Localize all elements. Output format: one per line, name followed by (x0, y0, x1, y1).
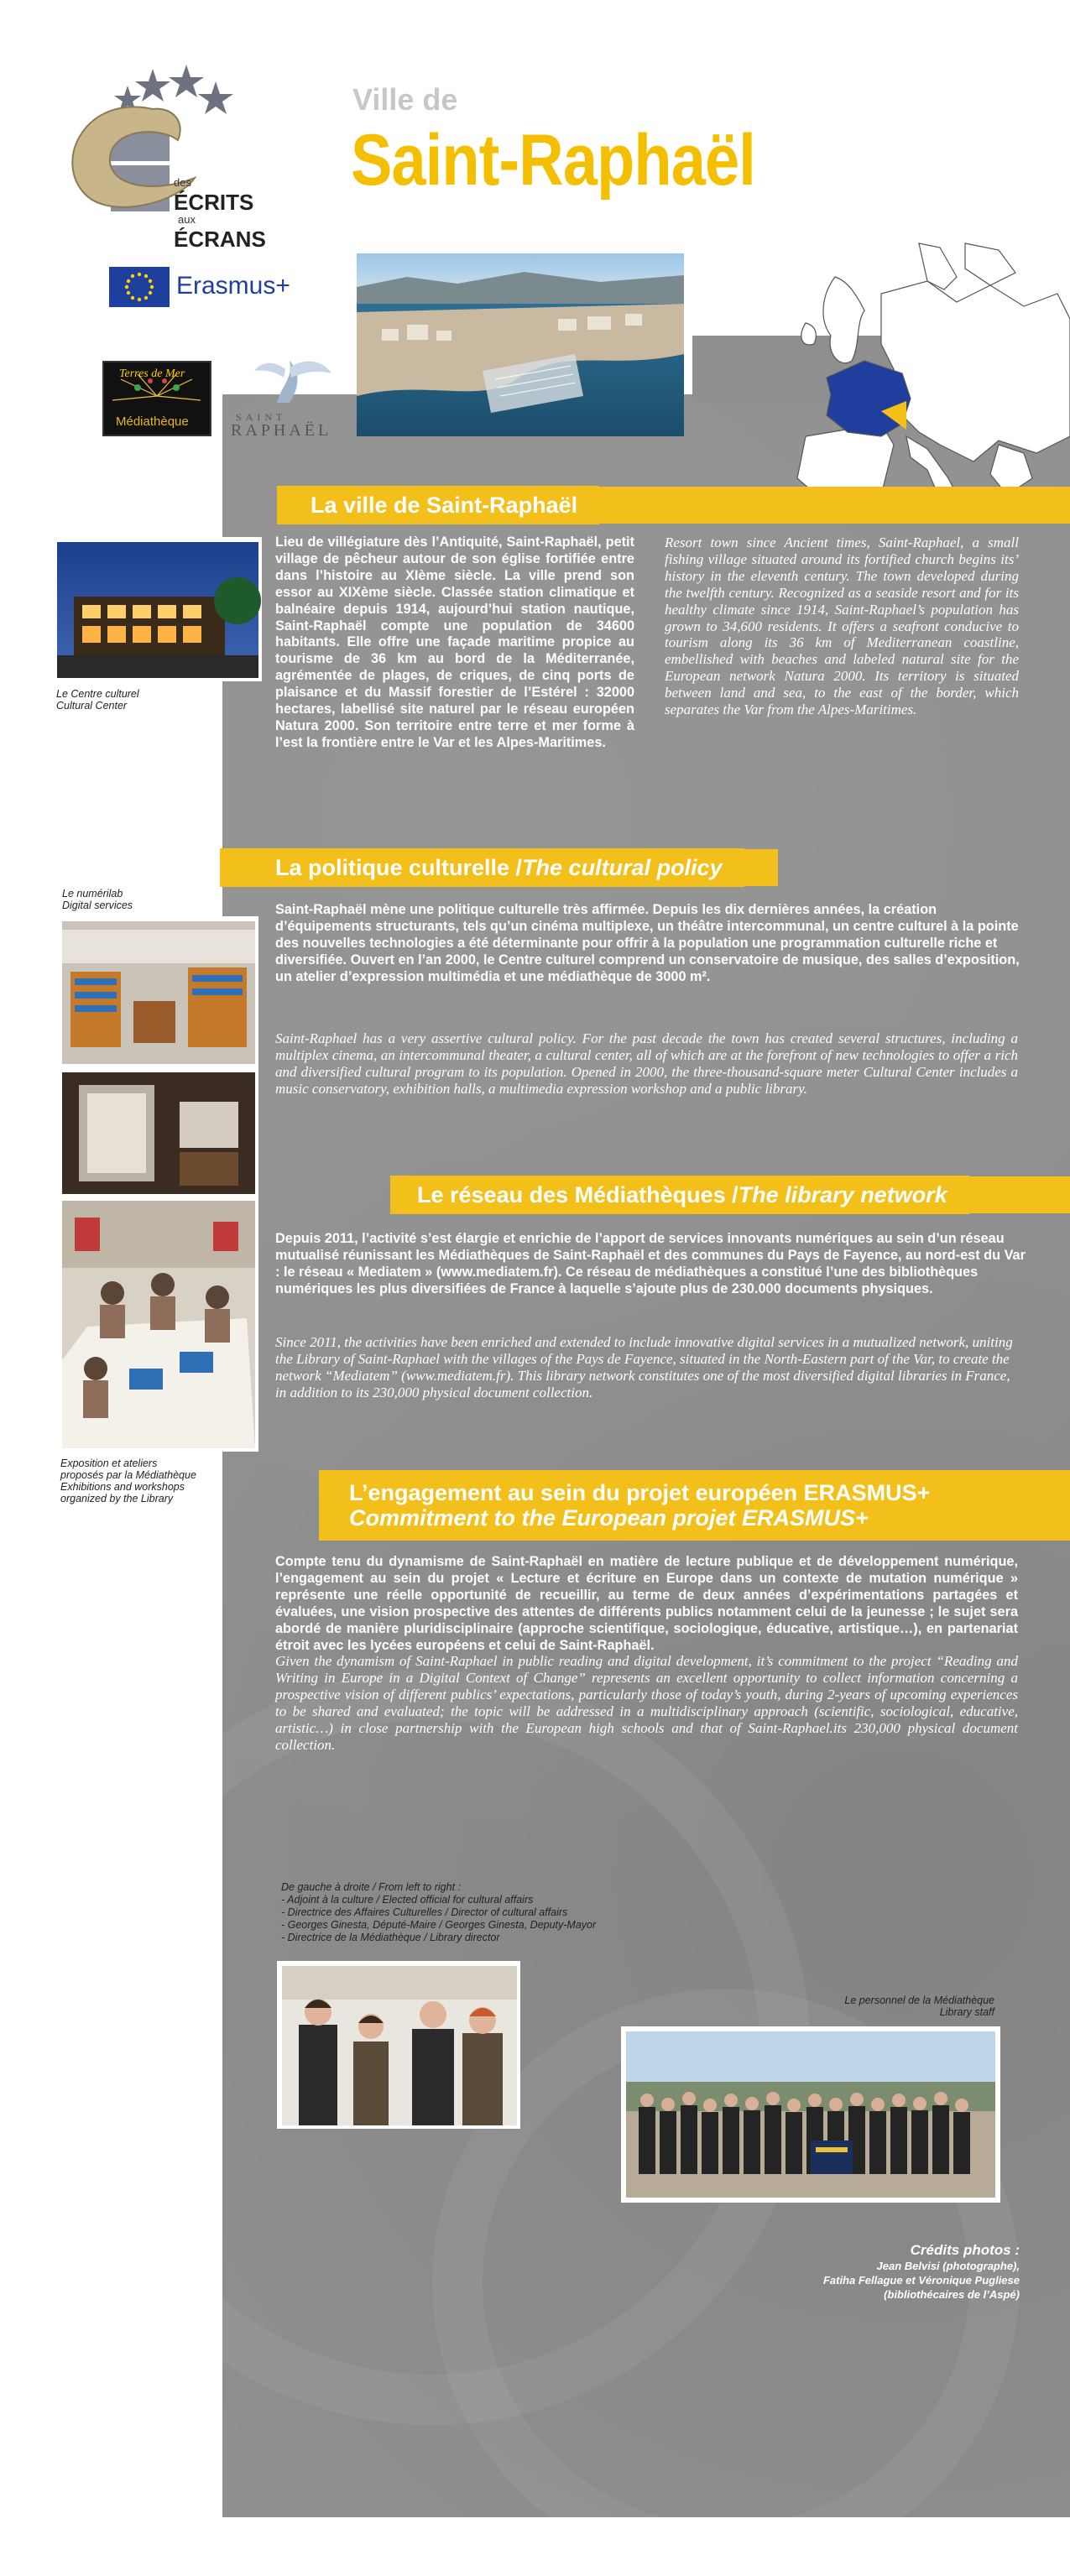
city-title: Saint-Raphaël (351, 120, 755, 201)
photo-credits (823, 2242, 1020, 2302)
section4-text-fr: Compte tenu du dynamisme de Saint-Raphaël en matière de lecture publique et de développement numérique, l’engagement au sein du projet « Lecture et écriture en Europe dans un contexte de mutation numérique » représente une réelle opportunité de recueillir, au terme de deux années d’expérimentations partagées et évaluées, une vision prospective des attentes de différents publics notamment celui de la jeunesse ; le sujet sera abordé de manière pluridisciplinaire (approche scientifique, sociologique, éducative, artistique…), en partenariat étroit avec les lycées européens et celui de Saint-Raphaël. (275, 1554, 1018, 1653)
caption-line: Le numérilab (62, 888, 123, 900)
caption-line: organized by the Library (60, 1493, 174, 1504)
caption-line: Library staff (939, 2006, 994, 2018)
mediatheque-logo (102, 361, 211, 436)
section3-text-fr: Depuis 2011, l’activité s’est élargie et enrichie de l’apport de services innovants numériques au sein d’un réseau mutualisé réunissant les Médiathèques de Saint-Raphaël et des communes du Pays de Fayence, au nord-est du Var : le réseau « Mediatem » (www.mediatem.fr). Ce réseau de médiathèques a constitué l’une des bibliothèques numériques les plus diversifiées de France à laquelle s’ajoute plus de 230.000 documents physiques. (275, 1231, 1026, 1296)
numerilab-photo (57, 916, 258, 1067)
caption-line: proposés par la Médiathèque (60, 1469, 196, 1481)
officials-photo (277, 1961, 520, 2129)
caption-line: De gauche à droite / From left to right : (281, 1881, 461, 1893)
library-interior-photo (57, 1067, 258, 1197)
terres-de-mer-label: Terres de Mer (119, 368, 185, 380)
credits-line: (bibliothécaires de l’Aspé) (884, 2288, 1020, 2301)
section2-text-en: Saint-Raphael has a very assertive cultural policy. For the past decade the town has created several structures, including a multiplex cinema, an intercommunal theater, a cultural center, all of which are at the forefront of new technologies to offer a rich and diversified cultural program to its population. Opened in 2000, the three-thousand-square meter Cultural Center includes a music conservatory, exhibition halls, a multimedia expression workshop and a public library. (275, 1030, 1018, 1097)
section-heading-band (390, 1176, 1070, 1213)
caption-line: Digital services (62, 900, 133, 911)
section-heading (277, 486, 599, 524)
section1-text-en: Resort town since Ancient times, Saint-Raphael, a small fishing village situated around its fortified church begins its’ history in the eleventh century. The town developed during the twelfth century. Recognized as a seaside resort and for its healthy climate since 1914, Saint-Raphael’s population has grown to 34,600 residents. It offers a seafront conducive to tourism along its 36 km of Mediterranean coastline, embellished with beaches and labeled natural site for the European network Natura 2000. Its territory is situated between land and sea, to the east of the border, which separates the Var from the Alpes-Maritimes. (665, 534, 1019, 718)
cultural-center-caption (56, 688, 224, 712)
section-title-fr: Le réseau des Médiathèques / (417, 1181, 739, 1207)
svg-text:aux: aux (178, 213, 196, 226)
section3-text-en: Since 2011, the activities have been enriched and extended to include innovative digital services in a mutualized network, uniting the Library of Saint-Raphael with the villages of the Pays de Fayence, situated in the North-Eastern part of the Var, to create the network “Mediatem” (www.mediatem.fr). This library network constitutes one of the most diversified digital libraries in France, in addition to its 230,000 physical document collection. (275, 1334, 1013, 1400)
library-staff-photo (621, 2026, 1000, 2203)
section-heading (390, 1176, 969, 1214)
caption-line: - Directrice de la Médiathèque / Library director (281, 1932, 500, 1943)
section-heading (220, 848, 744, 887)
section-title-en: Commitment to the European projet ERASMUS+ (349, 1505, 869, 1530)
section-heading (319, 1470, 952, 1541)
caption-line: Le personnel de la Médiathèque (844, 1995, 994, 2006)
saint-label: SAINT (236, 411, 287, 423)
credits-line: Fatiha Fellague et Véronique Pugliese (822, 2274, 1020, 2287)
section-title-fr: L’engagement au sein du projet européen ERASMUS+ (349, 1480, 931, 1505)
erasmus-label: Erasmus+ (176, 272, 290, 300)
caption-line: Cultural Center (56, 700, 128, 712)
section-heading-band (220, 849, 778, 886)
credits-title: Crédits photos : (910, 2242, 1020, 2258)
europe-map-france-highlight (747, 243, 1070, 512)
raphael-label: RAPHAËL (231, 421, 332, 440)
numerilab-caption (62, 888, 230, 911)
svg-text:des: des (174, 176, 191, 189)
section-title-en: The cultural policy (522, 854, 723, 880)
staff-caption (780, 1995, 994, 2018)
caption-line: - Adjoint à la culture / Elected official for cultural affairs (281, 1894, 534, 1906)
cultural-center-photo (52, 537, 262, 681)
svg-text:ÉCRANS: ÉCRANS (174, 227, 266, 252)
caption-line: - Directrice des Affaires Culturelles / Director of cultural affairs (281, 1906, 568, 1918)
workshop-caption (60, 1457, 237, 1504)
caption-line: - Georges Ginesta, Député-Maire / Georges Ginesta, Deputy-Mayor (281, 1919, 597, 1931)
section4-text-en: Given the dynamism of Saint-Raphael in public reading and digital development, it’s commitment to the project “Reading and Writing in Europe in a Digital Context of Change” represents an excellent opportunity to collect information concerning a prospective vision of different publics’ expectations, particularly those of today’s youth, during 2-years of upcoming experiences to be shared and evaluated; the topic will be addressed in a multidisciplinary approach (scientific, sociological, educative, artistic…) in close partnership with the European high schools and that of Saint-Raphael.its 230,000 physical document collection. (275, 1653, 1018, 1753)
section-title-en: The library network (738, 1181, 947, 1207)
section1-text-fr: Lieu de villégiature dès l’Antiquité, Saint-Raphaël, petit village de pêcheur autour de son église fortifiée entre dans l’histoire au XIème siècle. La ville prend son essor au XIXème siècle. Classée station climatique et balnéaire depuis 1914, aujourd’hui station nautique, Saint-Raphaël compte une population de 34600 habitants. Elle offre une façade maritime propice au tourisme de 36 km au bord de la Méditerranée, agrémentée de plages, de criques, de cinq ports de plaisance et du Massif forestier de l’Estérel : 32000 hectares, labellisé site naturel par le réseau européen Natura 2000. Son territoire entre terre et mer forme à l’est la frontière entre le Var et les Alpes-Maritimes. (275, 534, 634, 750)
credits-line: Jean Belvisi (photographe), (876, 2260, 1020, 2272)
workshop-photo (57, 1196, 258, 1452)
des-ecrits-aux-ecrans-logo (52, 60, 266, 262)
section-title-fr: La politique culturelle / (275, 854, 523, 880)
ville-de-heading: Ville de (352, 82, 458, 117)
section-heading-band (277, 487, 1070, 524)
caption-line: Exhibitions and workshops (60, 1481, 185, 1493)
section2-text-fr: Saint-Raphaël mène une politique culturelle très affirmée. Depuis les dix dernières années, la création d’équipements structurants, tels qu’un cinéma multiplexe, un théâtre intercommunal, un centre culturel à la pointe des nouvelles technologies a été déterminante pour offrir à la population une programmation culturelle riche et diversifiée. Ouvert en l’an 2000, le Centre culturel comprend un conservatoire de musique, des salles d’exposition, un atelier d’expression multimédia et une médiathèque de 3000 m². (275, 902, 1020, 984)
section-title-ville: La ville de Saint-Raphaël (311, 492, 578, 518)
caption-line: Le Centre culturel (56, 688, 139, 700)
erasmus-plus-logo (109, 267, 311, 309)
officials-caption (281, 1881, 634, 1944)
svg-text:ÉCRITS: ÉCRITS (174, 190, 254, 215)
caption-line: Exposition et ateliers (60, 1457, 158, 1469)
section-heading-band (319, 1470, 1070, 1541)
saint-raphael-logo (231, 352, 348, 440)
aerial-city-photo (357, 253, 684, 436)
mediatheque-label: Médiathèque (116, 415, 189, 429)
eu-flag-icon (109, 267, 170, 307)
